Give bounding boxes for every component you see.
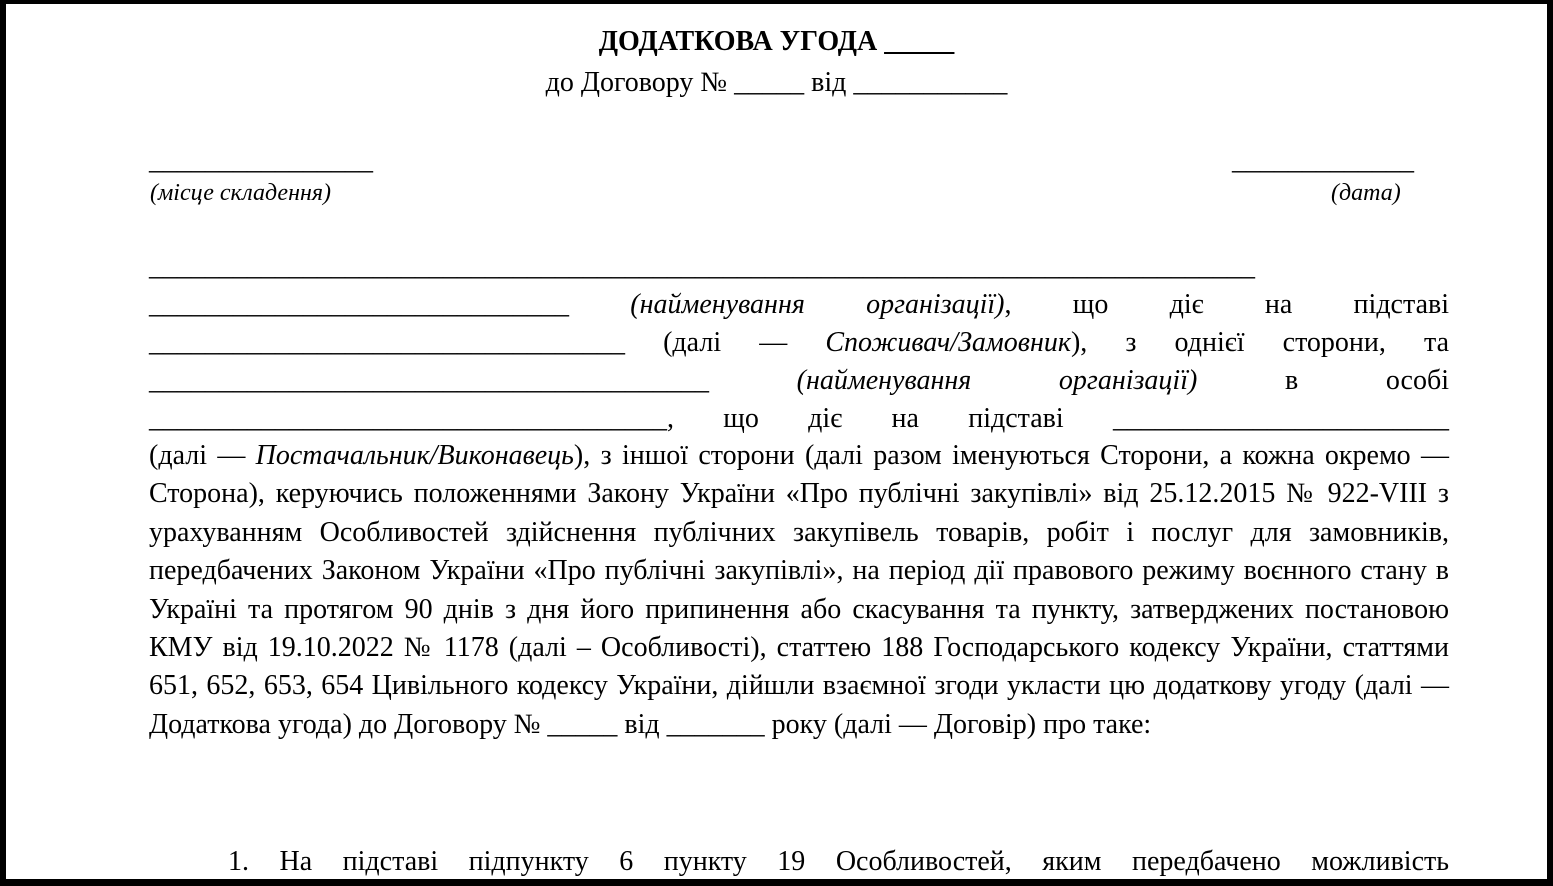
text-fragment: ), з однієї сторони, та — [1070, 327, 1450, 358]
place-label: (місце складення) — [150, 180, 332, 206]
supplier-role: Постачальник/Виконавець — [255, 440, 574, 471]
item-number: 1. — [228, 846, 249, 877]
consumer-role: Споживач/Замовник — [825, 327, 1071, 358]
item-1 — [228, 845, 1449, 879]
supplier-name-blank: ________________________________________ — [149, 365, 709, 396]
place-blank: ________________ — [149, 145, 373, 176]
supplier-basis-blank: ________________________ — [1113, 403, 1449, 434]
item-text: На підставі підпункту 6 пункту 19 Особливостей, яким передбачено можливість — [279, 846, 1450, 877]
document-title: ДОДАТКОВА УГОДА _____ — [598, 26, 955, 57]
document-subtitle: до Договору № _____ від ___________ — [545, 67, 1008, 98]
text-fragment: ), з іншої сторони (далі разом іменуються Сторони, а кожна окремо — Сторона), керуючись положеннями Закону України «Про публічні закупівлі» від 25.12.2015 № 922-VIII з урахуванням Особливостей здійснення публічних закупівель товарів, робіт і послуг для замовників, передбачених Законом України «Про публічні закупівлі», на період дії правового режиму воєнного стану в Україні та протягом 90 днів з дня його припинення або скасування та пункту, затверджених постановою КМУ від 19.10.2022 № 1178 (далі – Особливості), статтею 188 Господарського кодексу України, статтями 651, 652, 653, 654 Цивільного кодексу України, дійшли взаємної згоди укласти цю додаткову угоду (далі — Додаткова угода) до Договору № _____ від _______ року (далі — Договір) про таке: — [149, 440, 1450, 740]
text-fragment: (далі — — [149, 440, 256, 471]
preamble-line-2 — [149, 288, 1449, 322]
preamble-line-5 — [149, 402, 1449, 436]
supplier-name-label: (найменування організації) — [796, 365, 1198, 396]
basis-blank: __________________________________ — [149, 327, 625, 358]
text-fragment: , що діє на підставі — [667, 403, 1113, 434]
basis-text: , що діє на підставі — [1004, 289, 1449, 320]
org-name-blank: ______________________________ — [149, 289, 569, 320]
preamble-line-1: _______________________________________________________________________________ — [149, 251, 1255, 282]
preamble-line-4 — [149, 364, 1449, 398]
representative-blank: _____________________________________ — [149, 403, 667, 434]
text-fragment: (далі — — [625, 327, 826, 358]
date-blank: _____________ — [1232, 145, 1414, 176]
text-fragment: в особі — [1284, 365, 1449, 396]
date-label: (дата) — [1331, 180, 1401, 206]
preamble-body — [149, 437, 1449, 744]
preamble-line-3 — [149, 326, 1449, 360]
org-name-label: (найменування організації) — [630, 289, 1005, 320]
